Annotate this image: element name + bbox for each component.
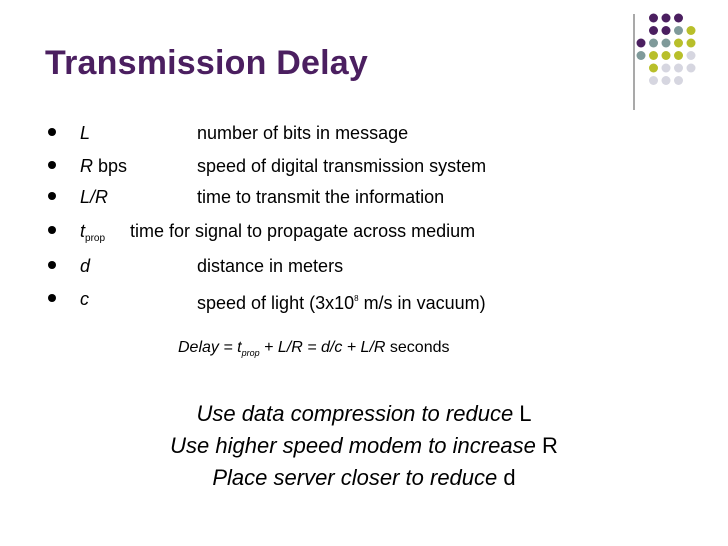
decor-dots — [0, 0, 728, 120]
formula-unit: seconds — [385, 339, 450, 356]
decor-dot — [637, 51, 646, 60]
decor-dot — [674, 26, 683, 35]
tip-text: Use higher speed modem to increase — [170, 433, 536, 458]
bullet-desc-part: speed of light (3x10 — [197, 293, 355, 313]
formula-subscript: prop — [241, 348, 260, 358]
tip-variable: d — [497, 465, 516, 490]
bullet-dot — [48, 128, 56, 136]
decor-dot — [662, 39, 671, 48]
slide-title: Transmission Delay — [45, 44, 368, 82]
decor-dot — [662, 14, 671, 23]
decor-dot — [687, 51, 696, 60]
bullet-term: d — [80, 256, 91, 276]
bullet-dot — [48, 192, 56, 200]
decor-dot — [687, 26, 696, 35]
bullet-term: L — [80, 123, 91, 143]
bullet-term-var: t — [80, 221, 86, 241]
bullet-dot — [48, 261, 56, 269]
bullet-desc: distance in meters — [197, 256, 344, 276]
bullet-desc: time for signal to propagate across medium — [130, 221, 476, 241]
decor-dot — [687, 39, 696, 48]
tip-line-speed — [0, 431, 728, 461]
tip-variable: R — [535, 433, 558, 458]
bullet-dot — [48, 161, 56, 169]
formula-rhs: + L/R = d/c + L/R — [259, 339, 386, 356]
bullet-desc-part: m/s in vacuum) — [358, 293, 486, 313]
decor-dot — [687, 64, 696, 73]
bullet-dot — [48, 226, 56, 234]
delay-formula-text — [178, 339, 450, 358]
decor-dot — [662, 26, 671, 35]
bullet-term: c — [80, 289, 89, 309]
bullet-term — [80, 154, 127, 178]
decor-dot — [674, 51, 683, 60]
decor-dot — [662, 51, 671, 60]
bullet-dot — [48, 294, 56, 302]
bullet-desc-superscript: 8 — [354, 294, 359, 303]
decor-dot — [649, 76, 658, 85]
decor-dot — [637, 39, 646, 48]
tip-variable: L — [513, 401, 532, 426]
tip-line-server — [0, 463, 728, 493]
decor-dot — [662, 64, 671, 73]
decor-dot — [649, 64, 658, 73]
decor-dot — [674, 64, 683, 73]
bullet-term-suffix: bps — [93, 156, 128, 176]
decor-dot — [649, 14, 658, 23]
decor-dot — [649, 51, 658, 60]
tip-line-compression — [0, 399, 728, 429]
decor-dot — [674, 14, 683, 23]
bullet-term — [80, 219, 105, 251]
decor-dot — [662, 76, 671, 85]
decor-dot — [674, 76, 683, 85]
decor-dot — [649, 39, 658, 48]
bullet-term-subscript: prop — [85, 233, 106, 244]
formula-lhs: Delay = t — [178, 339, 242, 356]
tip-text: Place server closer to reduce — [212, 465, 498, 490]
decor-dot — [649, 26, 658, 35]
bullet-term-var: R — [80, 156, 93, 176]
tip-text: Use data compression to reduce — [196, 401, 514, 426]
decor-dot — [674, 39, 683, 48]
bullet-desc: speed of digital transmission system — [197, 156, 487, 176]
bullet-desc — [197, 287, 486, 315]
bullet-desc: time to transmit the information — [197, 187, 445, 207]
bullet-desc: number of bits in message — [197, 123, 409, 143]
bullet-term: L/R — [80, 187, 109, 207]
